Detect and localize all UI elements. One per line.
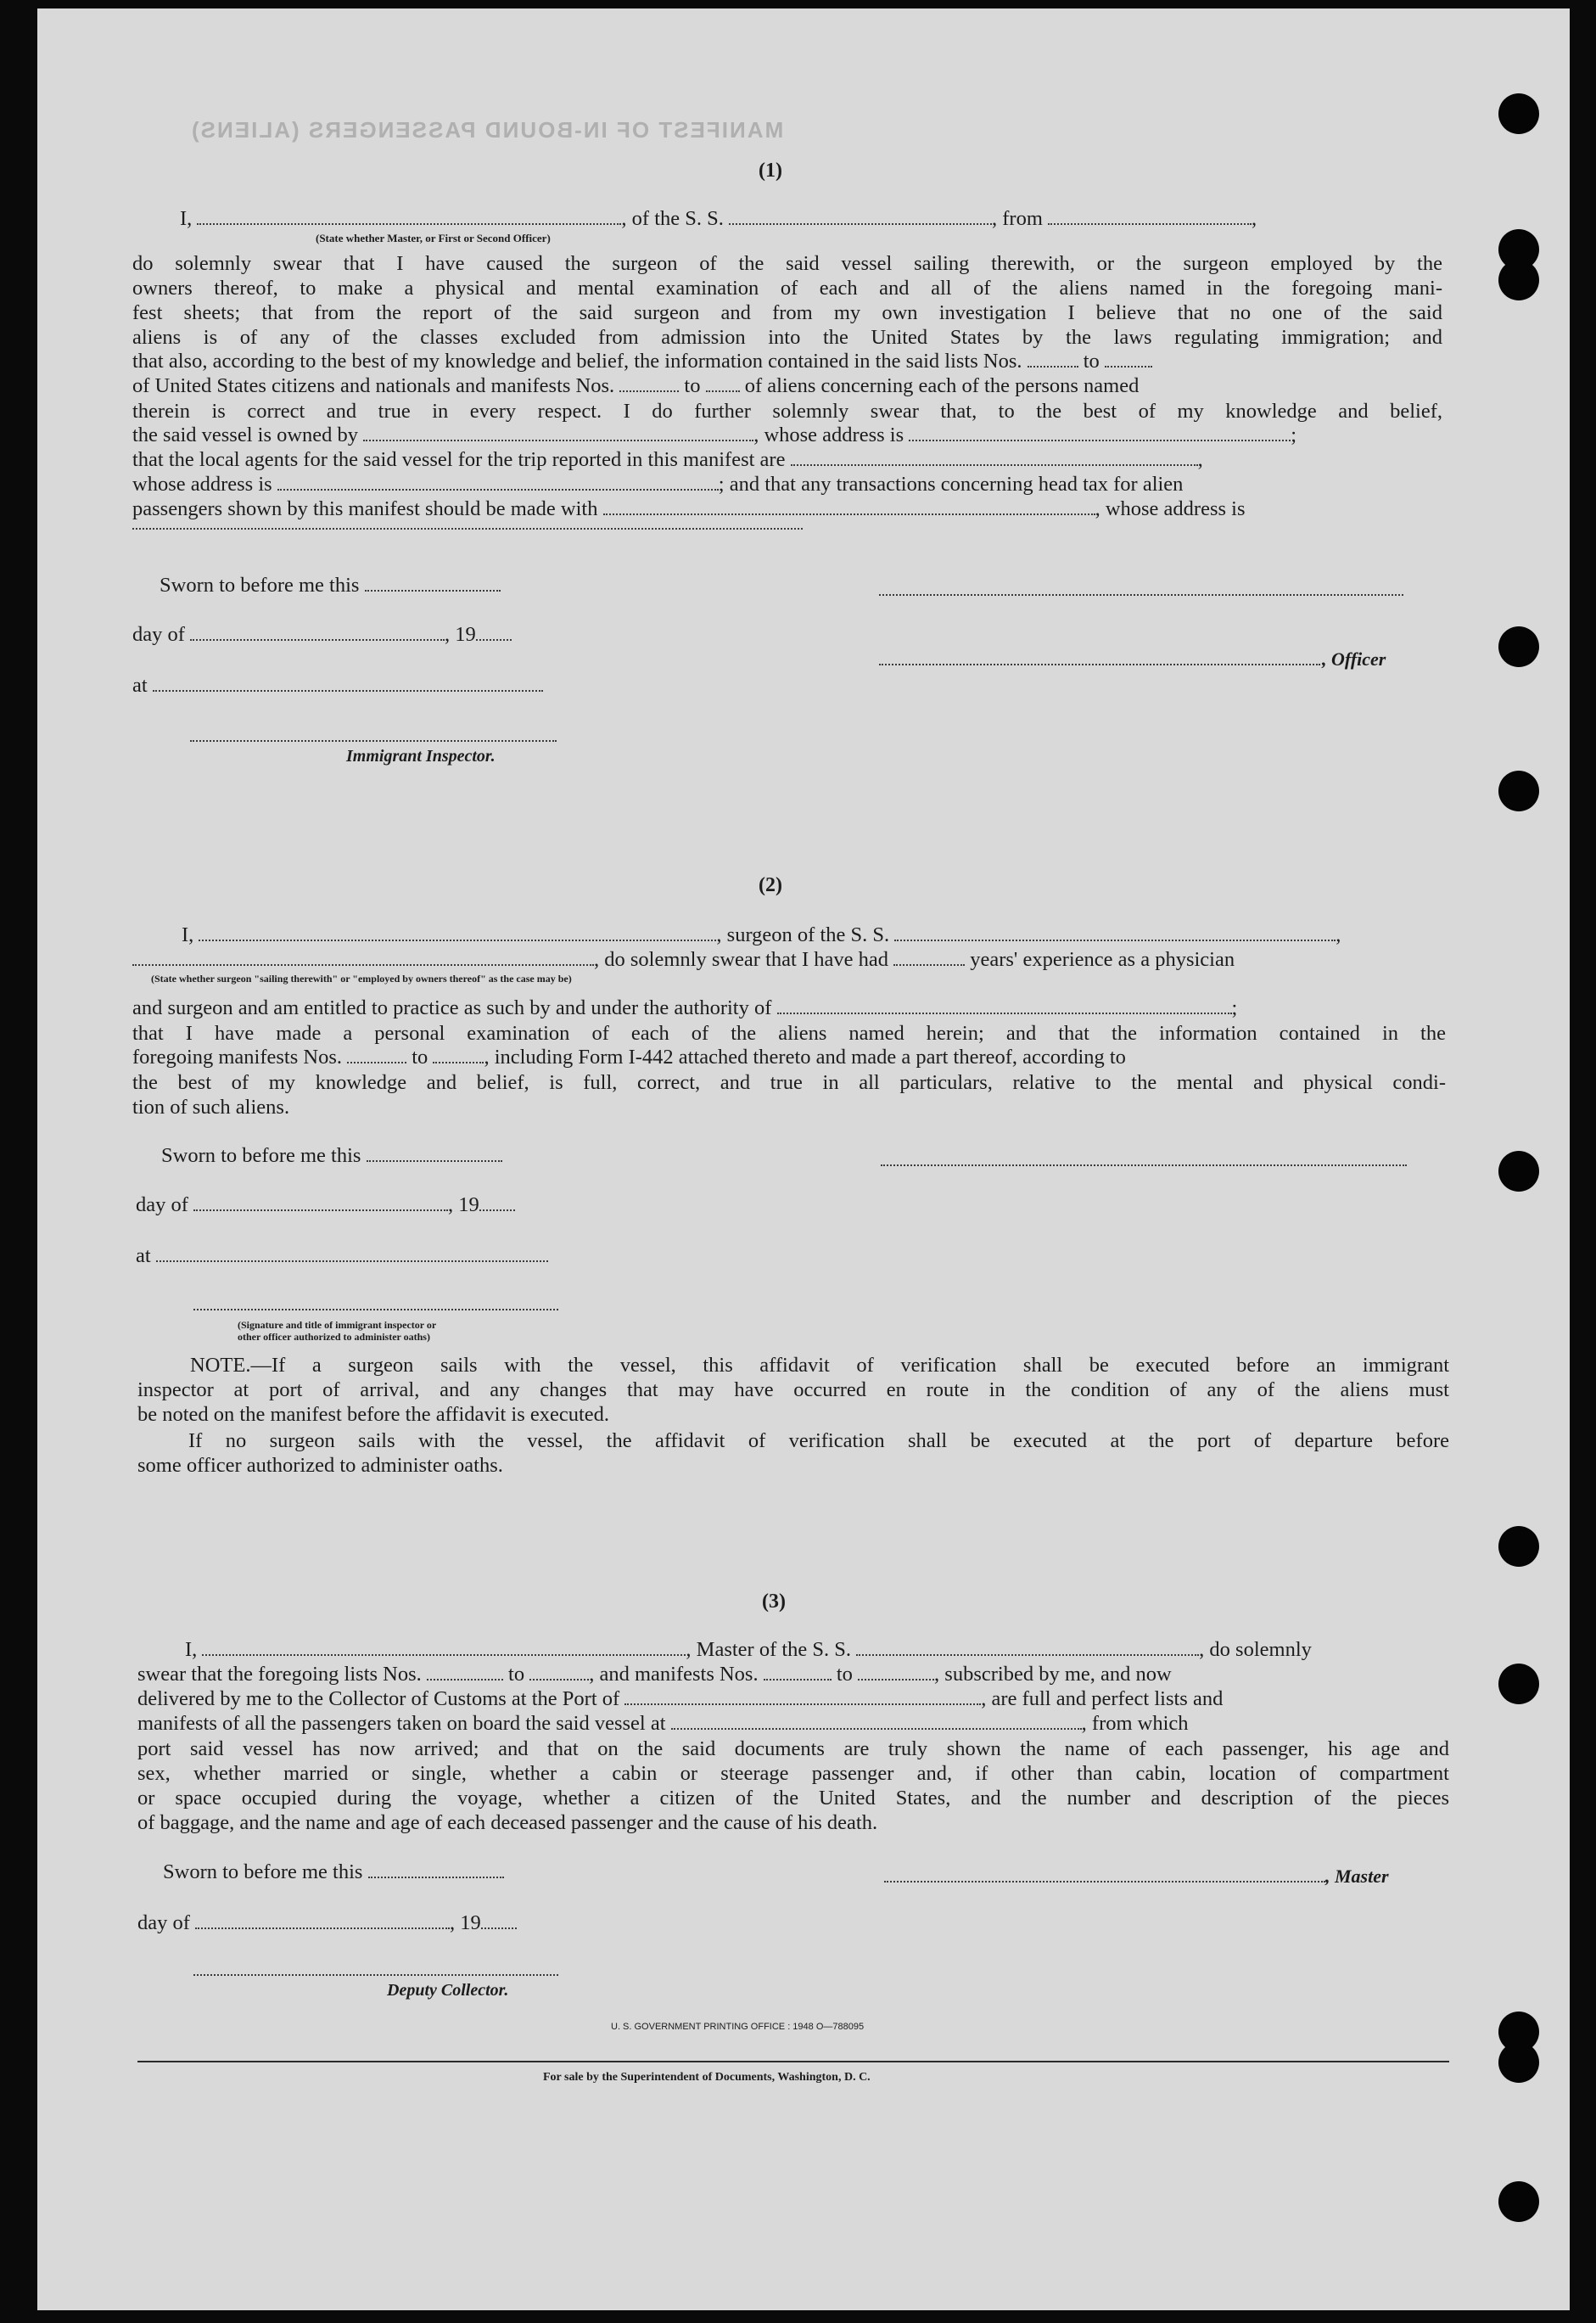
field-hint: (State whether surgeon "sailing therewith" or "employed by owners thereof" as the case may be): [151, 973, 572, 985]
list-no-to-blank[interactable]: [1105, 366, 1152, 368]
affidavit-line: passengers shown by this manifest should be made with , whose address is: [132, 497, 1246, 520]
head-tax-address-blank[interactable]: [132, 528, 803, 530]
collector-label: Deputy Collector.: [387, 1981, 509, 2000]
day-of-label: day of , 19: [132, 623, 512, 647]
affidavit-line: that I have made a personal examination of each of the aliens named herein; and that the information contained in the: [132, 1022, 1446, 1045]
year-blank[interactable]: [481, 1927, 517, 1929]
vessel-name-blank[interactable]: [894, 940, 1336, 941]
section-number: (1): [759, 160, 782, 182]
note-line: NOTE.—If a surgeon sails with the vessel, this affidavit of verification shall be executed before an immigrant: [190, 1354, 1449, 1377]
affidavit-line: that the local agents for the said vessel for the trip reported in this manifest are ,: [132, 448, 1203, 471]
day-of-blank[interactable]: [195, 1927, 450, 1929]
inspector-signature-line[interactable]: [193, 1309, 558, 1310]
inspector-signature-line[interactable]: [881, 1164, 1407, 1166]
sworn-label: Sworn to before me this: [160, 574, 501, 598]
footer-rule: [137, 2061, 1449, 2062]
at-label: at: [136, 1244, 548, 1268]
sworn-date-blank[interactable]: [365, 590, 501, 592]
affidavit-line: whose address is ; and that any transactions concerning head tax for alien: [132, 473, 1184, 496]
punch-hole: [1498, 93, 1539, 134]
local-agents-blank[interactable]: [791, 464, 1198, 466]
affidavit-line: therein is correct and true in every respect. I do further solemnly swear that, to the best of my knowledge and belief,: [132, 400, 1442, 423]
affidavit-line: foregoing manifests Nos. to , including Form I-442 attached thereto and made a part thereof, according to: [132, 1046, 1126, 1069]
signature-hint: (Signature and title of immigrant inspector or: [238, 1319, 437, 1331]
note-line: be noted on the manifest before the affidavit is executed.: [137, 1403, 610, 1426]
owner-address-blank[interactable]: [909, 440, 1291, 441]
note-line: inspector at port of arrival, and any changes that may have occurred en route in the condition of any of the aliens must: [137, 1378, 1449, 1401]
officer-title-blank[interactable]: [197, 223, 621, 225]
affidavit-line: tion of such aliens.: [132, 1096, 290, 1119]
manifest-no-to-blank[interactable]: [433, 1062, 484, 1063]
affidavit-line: port said vessel has now arrived; and that on the said documents are truly shown the name of each passenger, his age and: [137, 1737, 1449, 1760]
sworn-label: Sworn to before me this: [161, 1144, 502, 1168]
affidavit-line: of baggage, and the name and age of each deceased passenger and the cause of his death.: [137, 1811, 878, 1834]
at-place-blank[interactable]: [153, 690, 543, 692]
affidavit-line: and surgeon and am entitled to practice as such by and under the authority of ;: [132, 996, 1238, 1019]
form-sheet: [37, 8, 1570, 2310]
section-number: (2): [759, 874, 782, 896]
vessel-owner-blank[interactable]: [363, 440, 753, 441]
affidavit-line: or space occupied during the voyage, whether a citizen of the United States, and the number and description of the pieces: [137, 1787, 1449, 1810]
manifest-no-from-blank[interactable]: [764, 1679, 832, 1681]
affidavit-line: manifests of all the passengers taken on board the said vessel at , from which: [137, 1712, 1189, 1735]
collector-signature-line[interactable]: [193, 1974, 558, 1976]
port-blank[interactable]: [624, 1703, 981, 1705]
affidavit-line: I, , of the S. S. , from ,: [180, 207, 1257, 230]
punch-hole: [1498, 2181, 1539, 2222]
punch-hole: [1498, 1664, 1539, 1704]
surgeon-name-blank[interactable]: [199, 940, 716, 941]
manifest-no-from-blank[interactable]: [619, 390, 679, 392]
officer-signature-line[interactable]: [879, 594, 1403, 596]
surgeon-status-blank[interactable]: [132, 964, 594, 966]
master-name-blank[interactable]: [202, 1654, 686, 1656]
officer-label: , Officer: [1322, 648, 1386, 670]
day-of-blank[interactable]: [193, 1209, 448, 1211]
punch-hole: [1498, 626, 1539, 667]
list-no-to-blank[interactable]: [529, 1679, 589, 1681]
affidavit-line: delivered by me to the Collector of Customs at the Port of , are full and perfect lists and: [137, 1687, 1224, 1710]
affidavit-line: of United States citizens and nationals and manifests Nos. to of aliens concerning each of the persons named: [132, 374, 1140, 397]
at-label: at: [132, 674, 543, 698]
sworn-label: Sworn to before me this: [163, 1860, 504, 1884]
field-hint: (State whether Master, or First or Second Officer): [316, 232, 551, 244]
affidavit-line: I, , surgeon of the S. S. ,: [182, 923, 1341, 946]
punch-hole: [1498, 260, 1539, 300]
affidavit-line: aliens is of any of the classes excluded from admission into the United States by the laws regulating immigration; and: [132, 326, 1442, 349]
inspector-label: Immigrant Inspector.: [346, 747, 496, 766]
manifest-no-to-blank[interactable]: [706, 390, 740, 392]
sale-notice: For sale by the Superintendent of Documents, Washington, D. C.: [543, 2071, 871, 2084]
sworn-date-blank[interactable]: [367, 1160, 502, 1162]
punch-hole: [1498, 771, 1539, 811]
manifest-no-from-blank[interactable]: [347, 1062, 406, 1063]
master-label: , Master: [1325, 1866, 1389, 1887]
from-port-blank[interactable]: [1048, 223, 1252, 225]
agents-address-blank[interactable]: [277, 489, 719, 491]
authority-blank[interactable]: [777, 1013, 1232, 1014]
punch-hole: [1498, 2042, 1539, 2083]
affidavit-line: fest sheets; that from the report of the said surgeon and from my own investigation I believe that no one of the said: [132, 301, 1442, 324]
day-of-label: day of , 19: [136, 1193, 515, 1217]
affidavit-line: I, , Master of the S. S. , do solemnly: [185, 1638, 1312, 1661]
affidavit-line: the said vessel is owned by , whose address is ;: [132, 424, 1297, 446]
list-no-from-blank[interactable]: [427, 1679, 503, 1681]
at-place-blank[interactable]: [156, 1260, 548, 1262]
punch-hole: [1498, 1151, 1539, 1192]
sworn-date-blank[interactable]: [368, 1877, 504, 1878]
manifest-no-to-blank[interactable]: [858, 1679, 934, 1681]
affidavit-line: owners thereof, to make a physical and mental examination of each and all of the aliens named in the foregoing mani-: [132, 277, 1442, 300]
affidavit-line: do solemnly swear that I have caused the surgeon of the said vessel sailing therewith, or the surgeon employed by the: [132, 252, 1442, 275]
affidavit-line: the best of my knowledge and belief, is full, correct, and true in all particulars, relative to the mental and physical condi-: [132, 1071, 1446, 1094]
officer-signature-line[interactable]: [879, 664, 1320, 665]
embark-port-blank[interactable]: [671, 1728, 1082, 1730]
note-line: If no surgeon sails with the vessel, the affidavit of verification shall be executed at the port of departure before: [188, 1429, 1449, 1452]
note-line: some officer authorized to administer oaths.: [137, 1454, 503, 1477]
head-tax-agent-blank[interactable]: [603, 513, 1095, 515]
vessel-name-blank[interactable]: [856, 1654, 1199, 1656]
year-blank[interactable]: [476, 639, 512, 641]
affidavit-line: , do solemnly swear that I have had years' experience as a physician: [132, 948, 1235, 972]
signature-hint: other officer authorized to administer oaths): [238, 1331, 430, 1343]
affidavit-line: sex, whether married or single, whether a cabin or steerage passenger and, if other than cabin, location of compartment: [137, 1762, 1449, 1785]
printing-office-line: U. S. GOVERNMENT PRINTING OFFICE : 1948 O—788095: [611, 2022, 865, 2032]
punch-hole: [1498, 1526, 1539, 1567]
list-no-from-blank[interactable]: [1028, 366, 1078, 368]
affidavit-line: swear that the foregoing lists Nos. to , and manifests Nos. to , subscribed by me, and now: [137, 1663, 1172, 1686]
affidavit-line: that also, according to the best of my knowledge and belief, the information contained in the said lists Nos. to: [132, 350, 1152, 373]
years-experience-blank[interactable]: [893, 964, 965, 966]
inspector-signature-line[interactable]: [190, 740, 557, 742]
bleed-through-text: MANIFEST OF IN-BOUND PASSENGERS (ALIENS): [190, 117, 784, 143]
year-blank[interactable]: [479, 1209, 515, 1211]
day-of-blank[interactable]: [190, 639, 445, 641]
vessel-name-blank[interactable]: [729, 223, 992, 225]
master-signature-line[interactable]: [884, 1881, 1325, 1883]
day-of-label: day of , 19: [137, 1911, 517, 1935]
section-number: (3): [762, 1591, 786, 1613]
